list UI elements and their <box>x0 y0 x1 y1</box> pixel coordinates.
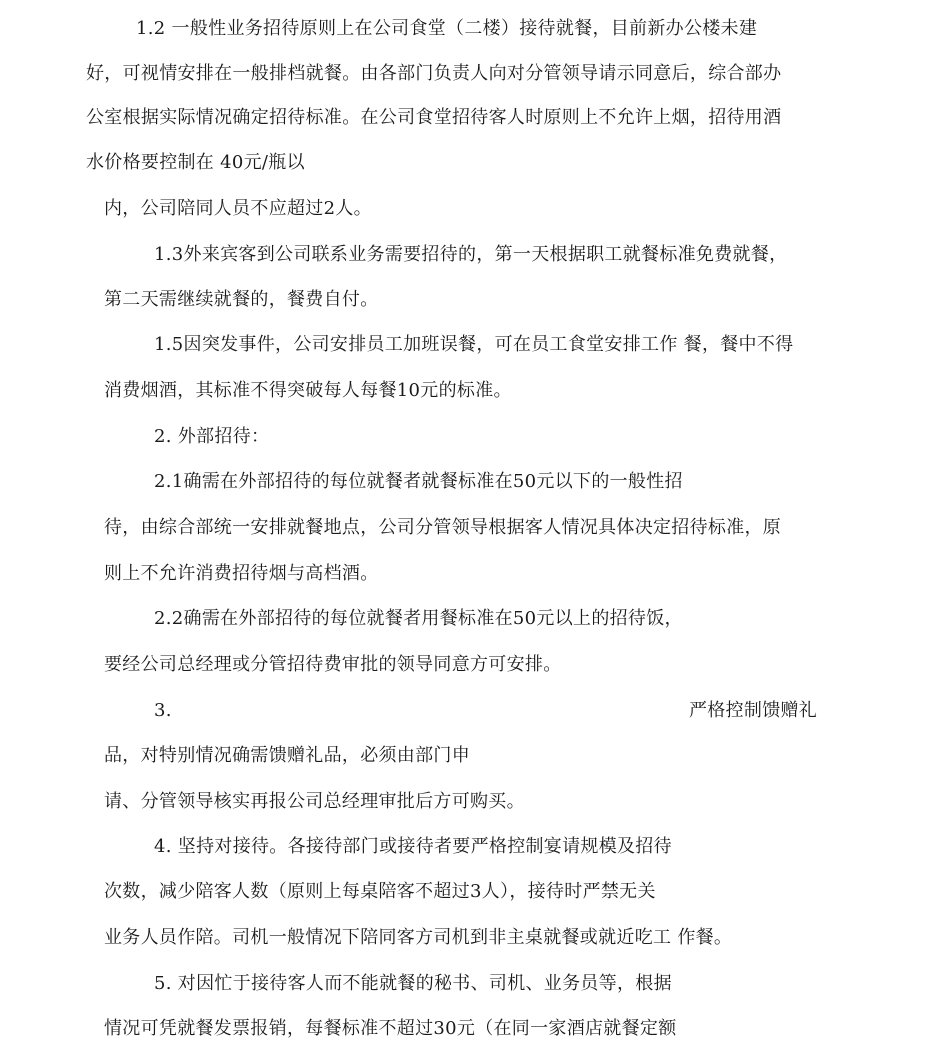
text-line-21: 业务人员作陪。司机一般情况下陪同客方司机到非主桌就餐或就近吃工 作餐。 <box>104 927 733 948</box>
section-heading-external: 2. 外部招待： <box>154 426 270 447</box>
text-line-9: 消费烟酒，其标准不得突破每人每餐10元的标准。 <box>104 380 512 401</box>
text-line-12: 待，由综合部统一安排就餐地点，公司分管领导根据客人情况具体决定招待标准，原 <box>104 517 782 538</box>
text-line-16: 严格控制馈赠礼 <box>689 700 818 721</box>
text-line-13: 则上不允许消费招待烟与高档酒。 <box>104 563 379 584</box>
text-line-18: 请、分管领导核实再报公司总经理审批后方可购买。 <box>104 791 525 812</box>
text-line-6: 1.3外来宾客到公司联系业务需要招待的，第一天根据职工就餐标准免费就餐， <box>154 244 788 265</box>
text-line-1: 1.2 一般性业务招待原则上在公司食堂（二楼）接待就餐，目前新办公楼未建 <box>136 18 758 39</box>
text-line-19: 4. 坚持对接待。各接待部门或接待者要严格控制宴请规模及招待 <box>154 836 672 857</box>
text-line-15: 要经公司总经理或分管招待费审批的领导同意方可安排。 <box>104 654 562 675</box>
text-line-14: 2.2确需在外部招待的每位就餐者用餐标准在50元以上的招待饭， <box>154 608 683 629</box>
text-line-3: 公室根据实际情况确定招待标准。在公司食堂招待客人时原则上不允许上烟，招待用酒 <box>86 107 782 128</box>
text-line-5: 内，公司陪同人员不应超过2人。 <box>104 198 372 219</box>
text-line-8: 1.5因突发事件，公司安排员工加班误餐，可在员工食堂安排工作 餐，餐中不得 <box>154 334 794 355</box>
text-line-4: 水价格要控制在 40元/瓶以 <box>86 152 305 173</box>
text-line-11: 2.1确需在外部招待的每位就餐者就餐标准在50元以下的一般性招 <box>154 471 683 492</box>
text-line-23: 情况可凭就餐发票报销，每餐标准不超过30元（在同一家酒店就餐定额 <box>104 1018 677 1039</box>
text-line-17: 品，对特别情况确需馈赠礼品，必须由部门申 <box>104 745 470 766</box>
text-line-20: 次数，减少陪客人数（原则上每桌陪客不超过3人），接待时严禁无关 <box>104 881 656 902</box>
text-line-22: 5. 对因忙于接待客人而不能就餐的秘书、司机、业务员等，根据 <box>154 973 672 994</box>
item-number-3: 3. <box>154 700 172 721</box>
text-line-2: 好，可视情安排在一般排档就餐。由各部门负责人向对分管领导请示同意后，综合部办 <box>86 63 782 84</box>
text-line-7: 第二天需继续就餐的，餐费自付。 <box>104 289 379 310</box>
